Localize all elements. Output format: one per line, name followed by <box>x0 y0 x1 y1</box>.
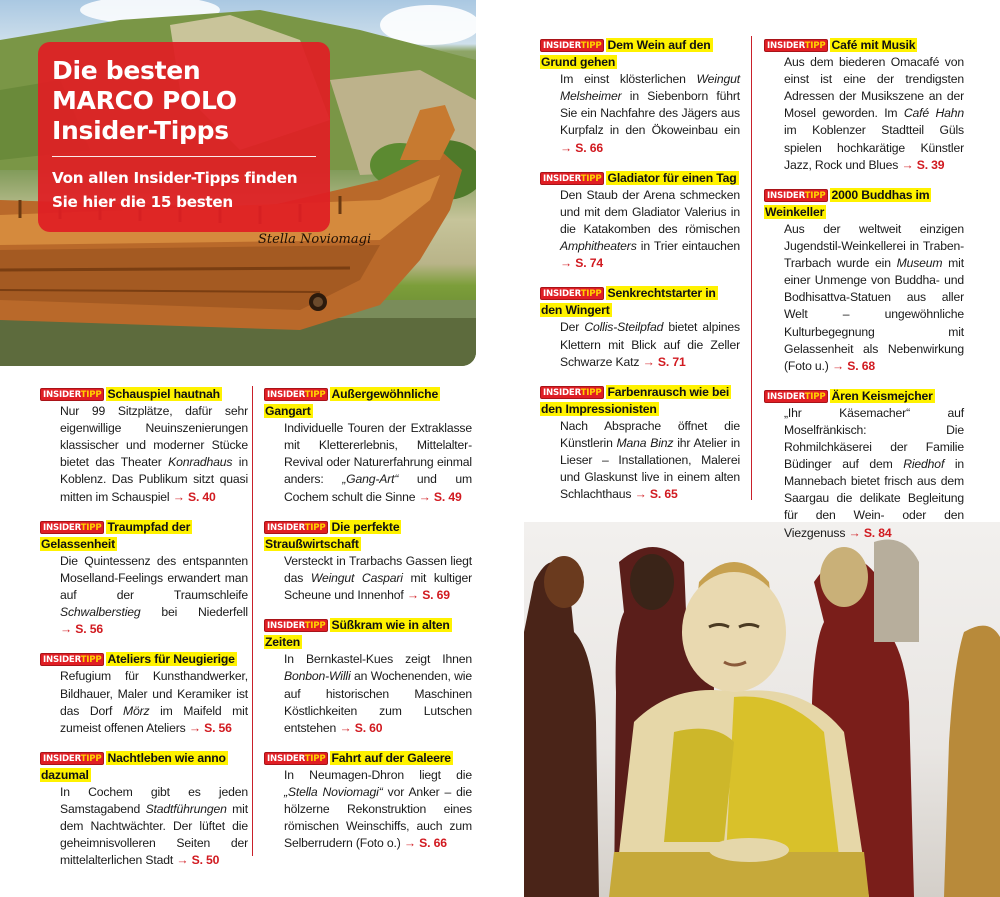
tip-text: In Bernkastel-Kues zeigt Ihnen Bonbon-Willi an Wochenenden, wie auf historischen Maschinen Köstlichkeiten zum Lutschen entstehen <box>284 652 472 735</box>
tips-column-3 <box>540 37 740 516</box>
tip-text: Nur 99 Sitzplätze, dafür sehr eigenwillige Neuinszenierungen klassischer und moderner Stücke bietet das Theater Konradhaus in Koblenz. Das Publikum sitzt quasi mitten im Schauspiel <box>60 404 248 504</box>
tip-title: Dem Wein auf den Grund gehen <box>541 38 711 70</box>
page-reference: → S. 68 <box>831 358 875 373</box>
tip-title: Die perfekte Straußwirtschaft <box>265 519 400 551</box>
tip-gladiator <box>540 170 740 273</box>
insider-tipp-badge: INSIDERTIPP <box>764 390 828 403</box>
tip-text: Versteckt in Trarbachs Gassen liegt das Weingut Caspari mit kultiger Scheune und Innenhof <box>284 553 473 603</box>
buddha-illustration <box>524 522 1000 897</box>
tip-text: In Neumagen-Dhron liegt die „Stella Noviomagi“ vor Anker – die hölzerne Rekonstruktion eines römischen Weinschiffs, auch zum Selberrudern (Foto o.) <box>284 767 472 851</box>
tip-title: Ateliers für Neugierige <box>107 652 235 667</box>
tip-text: „Ihr Käsemacher“ auf Moselfränkisch: Die Rohmilchkäserei der Familie Büdinger auf dem Riedhof in Mannebach bietet frisch aus dem Saargau die delikate Begleitung für den Wein- oder den Viezgenuss <box>784 405 964 540</box>
promo-subtitle-line-1: Von allen Insider-Tipps finden <box>52 169 298 187</box>
insider-tipp-badge: INSIDERTIPP <box>264 752 328 765</box>
tip-title: Außergewöhnliche Gangart <box>265 387 439 419</box>
tip-title: Ären Keismejcher <box>831 388 933 403</box>
tip-body <box>264 767 472 852</box>
insider-tipp-badge: INSIDERTIPP <box>764 189 828 202</box>
tip-header <box>764 37 964 54</box>
tip-text: In Cochem gibt es jeden Samstagabend Stadtführungen mit dem Nachtwächter. Der lüftet die geheimnisvolleren Seiten der mittelalterlichen Stadt <box>60 784 248 868</box>
tip-header <box>540 170 740 187</box>
tip-header <box>264 386 472 420</box>
insider-tipp-badge: INSIDERTIPP <box>540 386 604 399</box>
insider-tipp-badge: INSIDERTIPP <box>40 752 104 765</box>
promo-title <box>52 56 316 146</box>
page-reference: → S. 66 <box>560 140 603 155</box>
column-divider <box>252 386 253 856</box>
tip-text: Nach Absprache öffnet die Künstlerin Mana Binz ihr Atelier in Lieser – Installationen, Malerei und Glaskunst live in einem alten Schlachthaus <box>560 418 741 502</box>
tip-title: Schauspiel hautnah <box>107 387 220 401</box>
tip-strausswirtschaft <box>264 519 472 604</box>
tip-text: Aus dem biederen Omacafé von einst ist eine der trendigsten Adressen der Musikszene an der Mosel geworden. Im Café Hahn im Koblenzer Stadtteil Güls spielen hochkarätige Künstler Jazz, Rock und Blues <box>784 55 964 172</box>
tip-body <box>540 319 740 370</box>
tip-body <box>764 405 964 542</box>
tips-column-1 <box>40 386 248 882</box>
tip-senkrechtstarter <box>540 285 740 370</box>
insider-tipp-badge: INSIDERTIPP <box>264 521 328 534</box>
tip-title: 2000 Buddhas im Weinkeller <box>765 187 930 219</box>
tip-suesskram <box>264 617 472 737</box>
tip-wein-grund <box>540 37 740 157</box>
insider-tipp-badge: INSIDERTIPP <box>764 39 828 52</box>
tip-body <box>764 221 964 375</box>
tip-header <box>40 519 248 553</box>
tip-text: Der Collis-Steilpfad bietet alpines Klettern mit Blick auf die Zeller Schwarze Katz <box>560 320 740 369</box>
page-reference: → S. 56 <box>60 622 103 637</box>
insider-tipp-badge: INSIDERTIPP <box>540 39 604 52</box>
page-reference: → S. 49 <box>418 489 462 504</box>
page-reference: → S. 56 <box>188 720 232 735</box>
tip-header <box>264 519 472 553</box>
tip-title: Süßkram wie in alten Zeiten <box>265 618 450 650</box>
insider-tipp-badge: INSIDERTIPP <box>40 521 104 534</box>
tip-header <box>264 617 472 651</box>
promo-subtitle-line-2: Sie hier die 15 besten <box>52 193 233 211</box>
tip-schauspiel-hautnah <box>40 386 248 506</box>
tip-title: Café mit Musik <box>831 38 916 52</box>
buddha-photo <box>524 522 1000 897</box>
tip-title: Farbenrausch wie bei den Impressionisten <box>541 384 730 416</box>
page-reference: → S. 40 <box>172 489 216 504</box>
tip-header <box>40 651 248 668</box>
tip-cafe-musik <box>764 37 964 174</box>
tip-body <box>540 418 740 503</box>
promo-divider <box>52 156 316 157</box>
promo-box <box>38 42 330 232</box>
tip-header <box>540 285 740 319</box>
tip-body <box>264 420 472 505</box>
tip-header <box>764 388 964 405</box>
insider-tipp-badge: INSIDERTIPP <box>40 388 104 401</box>
tip-body <box>540 187 740 272</box>
tip-title: Fahrt auf der Galeere <box>331 750 451 765</box>
tip-galeere <box>264 750 472 853</box>
page-reference: → S. 71 <box>642 354 686 369</box>
tip-gangart <box>264 386 472 506</box>
tip-text: Individuelle Touren der Extraklasse mit Klettererlebnis, Mittelalter-Revival oder Naturerfahrung einmal anders: „Gang-Art“ und um Cochem schult die Sinne <box>284 421 472 504</box>
tip-title: Traumpfad der Gelassenheit <box>41 519 191 551</box>
insider-tipp-badge: INSIDERTIPP <box>264 388 328 401</box>
tip-header <box>540 37 740 71</box>
tip-body <box>40 553 248 638</box>
promo-title-line-2: MARCO POLO <box>52 86 237 115</box>
tip-keismejcher <box>764 388 964 542</box>
tip-text: Im einst klösterlichen Weingut Melsheimer in Siebenborn führt Sie ein Nachfahre des Jägers aus Kurpfalz in den Ökoweinbau ein <box>560 72 740 138</box>
tip-farbenrausch <box>540 384 740 504</box>
tip-body <box>264 553 472 604</box>
tip-body <box>540 71 740 156</box>
tip-header <box>264 750 472 767</box>
insider-tipp-badge: INSIDERTIPP <box>540 172 604 185</box>
tip-text: Refugium für Kunsthandwerker, Bildhauer, Maler und Keramiker ist das Dorf Mörz im Maifeld mit zumeist offenen Ateliers <box>60 669 248 735</box>
insider-tipp-badge: INSIDERTIPP <box>40 653 104 666</box>
tip-traumpfad <box>40 519 248 639</box>
tip-title: Senkrechtstarter in den Wingert <box>541 286 716 318</box>
page-reference: → S. 74 <box>560 256 603 271</box>
tip-body <box>40 668 248 736</box>
tip-title: Nachtleben wie anno dazumal <box>41 750 226 782</box>
tip-text: Den Staub der Arena schmecken und mit dem Gladiator Valerius in die Katakomben des römischen Amphitheaters in Trier eintauchen <box>560 187 740 254</box>
boat-photo <box>0 0 476 366</box>
boat-caption: Stella Noviomagi <box>258 232 372 247</box>
page-reference: → S. 66 <box>403 836 447 851</box>
page-reference: → S. 84 <box>848 525 892 540</box>
promo-subtitle <box>52 166 316 214</box>
tip-body <box>764 54 964 174</box>
tip-text: Die Quintessenz des entspannten Moselland-Feelings erwandert man auf der Traumschleife Schwalberstieg bei Niederfell <box>60 553 248 620</box>
page-reference: → S. 50 <box>176 853 220 868</box>
tip-body <box>40 784 248 869</box>
tip-header <box>40 750 248 784</box>
promo-title-line-1: Die besten <box>52 56 201 85</box>
tip-body <box>40 403 248 506</box>
promo-title-line-3: Insider-Tipps <box>52 116 229 145</box>
tip-body <box>264 651 472 736</box>
tip-header <box>540 384 740 418</box>
insider-tipp-badge: INSIDERTIPP <box>264 619 328 632</box>
tip-buddhas <box>764 187 964 375</box>
insider-tipp-badge: INSIDERTIPP <box>540 287 604 300</box>
tip-title: Gladiator für einen Tag <box>607 170 737 185</box>
page-reference: → S. 69 <box>406 588 450 603</box>
tip-ateliers <box>40 651 248 736</box>
tip-text: Aus der weltweit einzigen Jugendstil-Weinkellerei in Traben-Trarbach wurde ein Museum mit einer Unmenge von Buddha- und Bodhisattva-Statuen aus aller Welt – ungewöhnliche Kulturbegegnung mit Gelassenheit als Nebenwirkung (Foto u.) <box>784 221 964 373</box>
column-divider <box>751 36 752 500</box>
tips-column-2 <box>264 386 472 865</box>
page-reference: → S. 39 <box>901 157 945 172</box>
tips-column-4 <box>764 37 964 555</box>
tip-header <box>40 386 248 403</box>
tip-nachtleben <box>40 750 248 870</box>
page-reference: → S. 65 <box>634 487 678 502</box>
tip-header <box>764 187 964 221</box>
page-reference: → S. 60 <box>339 720 383 735</box>
